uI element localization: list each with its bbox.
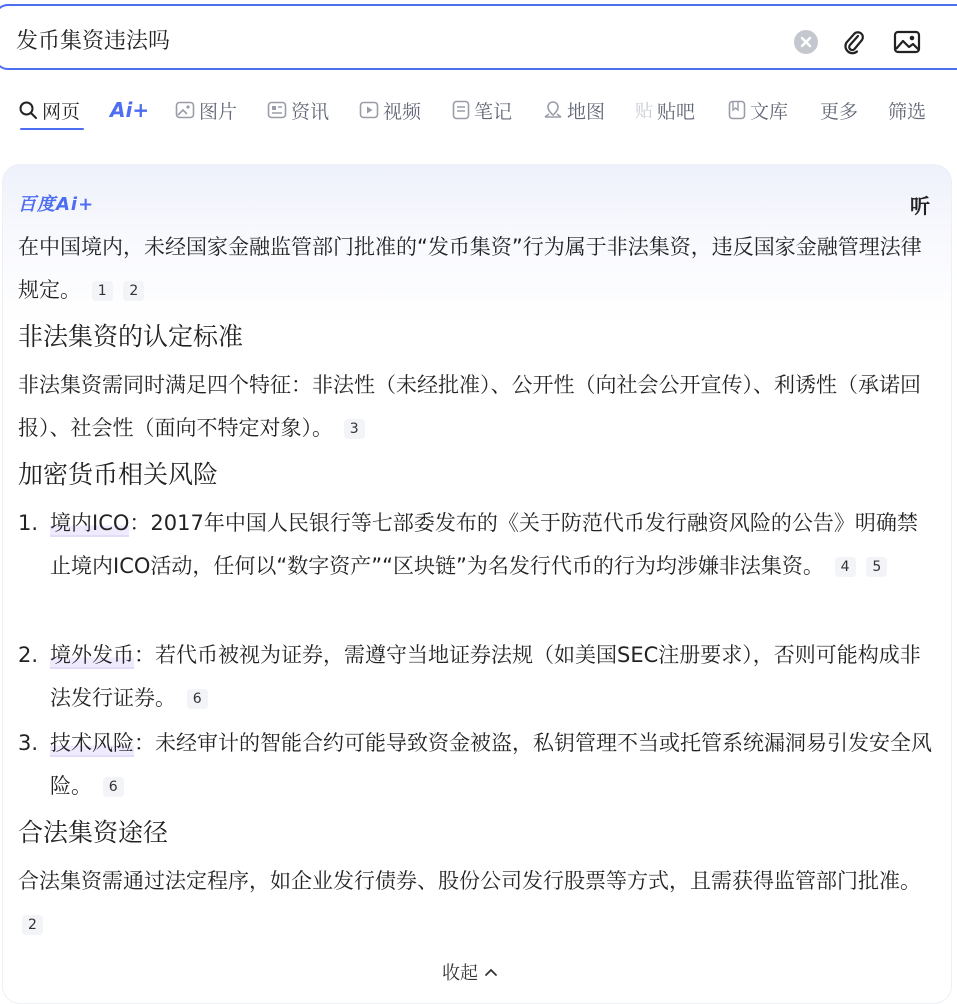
baidu-ai-logo: 百度Ai+	[18, 194, 95, 215]
map-icon	[543, 100, 563, 120]
note-icon	[452, 100, 470, 120]
tieba-icon: 贴	[635, 101, 653, 122]
tab-label: 笔记	[474, 100, 513, 123]
tab-label: 贴吧	[657, 100, 696, 123]
list-item	[18, 722, 933, 808]
collapse-label: 收起	[442, 963, 478, 984]
listen-button[interactable]: 听	[910, 194, 930, 218]
tab-news[interactable]	[267, 96, 329, 124]
section-paragraph	[18, 860, 938, 946]
tab-tieba[interactable]	[635, 96, 695, 124]
list-text: ：2017年中国人民银行等七部委发布的《关于防范代币发行融资风险的公告》明确禁止境内ICO活动，任何以“数字资产”“区块链”为名发行代币的行为均涉嫌非法集资。	[50, 511, 918, 578]
citation-ref[interactable]: 1	[92, 281, 113, 301]
citation-ref[interactable]: 2	[22, 915, 43, 935]
citation-ref[interactable]: 6	[187, 689, 208, 709]
section-heading: 合法集资途径	[18, 818, 169, 847]
search-box[interactable]	[0, 4, 957, 70]
section-text: 合法集资需通过法定程序，如企业发行债券、股份公司发行股票等方式，且需获得监管部门批准。	[18, 869, 921, 893]
image-search-icon[interactable]	[892, 27, 922, 57]
collapse-button[interactable]	[442, 959, 498, 985]
citation-ref[interactable]: 4	[835, 557, 856, 577]
tab-wenku[interactable]	[728, 96, 788, 124]
search-input[interactable]: 发币集资违法吗	[16, 29, 171, 54]
tab-images[interactable]	[175, 96, 237, 124]
list-text: ：若代币被视为证券，需遵守当地证券法规（如美国SEC注册要求），否则可能构成非法发行证券。	[50, 643, 921, 710]
citation-ref[interactable]: 2	[123, 281, 144, 301]
doc-icon	[728, 100, 746, 120]
search-tabs	[0, 90, 957, 134]
news-icon	[267, 101, 287, 119]
tab-label: 网页	[42, 100, 81, 123]
tab-label: 文库	[750, 100, 789, 123]
list-text: ：未经审计的智能合约可能导致资金被盗，私钥管理不当或托管系统漏洞易引发安全风险。	[50, 731, 932, 798]
tab-label: 资讯	[291, 100, 330, 123]
intro-paragraph	[18, 226, 938, 312]
section-heading: 加密货币相关风险	[18, 460, 219, 489]
section-heading: 非法集资的认定标准	[18, 322, 244, 351]
section-text: 非法集资需同时满足四个特征：非法性（未经批准）、公开性（向社会公开宣传）、利诱性（承诺回报）、社会性（面向不特定对象）。	[18, 373, 921, 440]
citation-ref[interactable]: 6	[103, 777, 124, 797]
tab-more[interactable]	[820, 96, 858, 124]
tab-ai[interactable]	[110, 96, 149, 124]
list-item	[18, 502, 933, 588]
active-tab-indicator	[20, 128, 84, 130]
image-icon	[175, 101, 195, 119]
clear-icon[interactable]	[791, 27, 821, 57]
chevron-up-icon	[484, 967, 498, 977]
citation-ref[interactable]: 5	[866, 557, 887, 577]
tab-web[interactable]	[18, 96, 80, 124]
section-paragraph	[18, 364, 938, 450]
tab-label: 视频	[383, 100, 422, 123]
list-number: 3.	[18, 731, 39, 755]
term-link[interactable]: 技术风险	[50, 731, 134, 755]
tab-notes[interactable]	[452, 96, 512, 124]
term-link[interactable]: 境内ICO	[50, 511, 130, 535]
video-icon	[359, 101, 379, 119]
list-item	[18, 634, 933, 720]
paperclip-icon[interactable]	[839, 27, 869, 57]
citation-ref[interactable]: 3	[344, 419, 365, 439]
list-number: 1.	[18, 511, 39, 535]
intro-text: 在中国境内，未经国家金融监管部门批准的“发币集资”行为属于非法集资，违反国家金融管理法律规定。	[18, 235, 922, 302]
tab-label: 地图	[567, 100, 606, 123]
tab-video[interactable]	[359, 96, 421, 124]
tab-label: 更多	[820, 100, 859, 123]
tab-label: 筛选	[888, 100, 927, 123]
tab-filter[interactable]	[888, 96, 926, 124]
tab-map[interactable]	[543, 96, 605, 124]
term-link[interactable]: 境外发币	[50, 643, 134, 667]
ai-icon: Ai+	[110, 98, 150, 122]
search-icon	[18, 100, 38, 120]
tab-label: 图片	[199, 100, 238, 123]
list-number: 2.	[18, 643, 39, 667]
